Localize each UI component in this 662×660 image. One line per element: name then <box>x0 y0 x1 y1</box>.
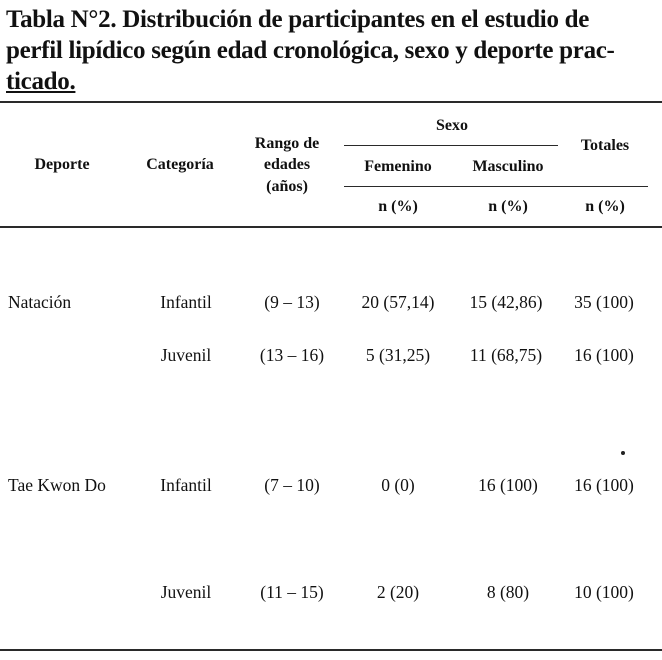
header-masculino: Masculino <box>472 158 544 175</box>
header-deporte: Deporte <box>34 156 90 173</box>
header-n-pct-masculino: n (%) <box>488 198 528 215</box>
header-n-pct-femenino: n (%) <box>378 198 418 215</box>
row-3-deporte: Tae Kwon Do <box>8 475 106 495</box>
row-2-masculino: 11 (68,75) <box>469 345 543 365</box>
header-bottom-rule <box>0 226 662 228</box>
row-3-totales: 16 (100) <box>574 475 634 495</box>
table-bottom-rule <box>0 649 662 651</box>
row-4-rango: (11 – 15) <box>260 582 324 602</box>
row-3-masculino: 16 (100) <box>478 475 538 495</box>
header-n-pct-totales: n (%) <box>585 198 625 215</box>
row-1-masculino: 15 (42,86) <box>469 292 543 312</box>
header-femenino: Femenino <box>364 158 432 175</box>
row-2-totales: 16 (100) <box>574 345 634 365</box>
row-4-categoria: Juvenil <box>160 582 212 602</box>
row-1-rango: (9 – 13) <box>264 292 320 312</box>
table-title-line-3: ticado. <box>6 68 76 95</box>
row-4-femenino: 2 (20) <box>376 582 420 602</box>
header-rango-line-1: Rango de <box>254 135 320 152</box>
header-totales: Totales <box>580 137 630 154</box>
sexo-rule <box>344 145 558 146</box>
print-speck-dot <box>621 451 625 455</box>
header-categoria: Categoría <box>146 156 214 173</box>
row-3-categoria: Infantil <box>160 475 212 495</box>
row-3-femenino: 0 (0) <box>381 475 415 495</box>
header-rango-line-2: edades <box>263 156 311 173</box>
row-4-totales: 10 (100) <box>574 582 634 602</box>
header-sexo: Sexo <box>436 117 468 134</box>
row-2-femenino: 5 (31,25) <box>365 345 431 365</box>
row-2-rango: (13 – 16) <box>259 345 325 365</box>
subheader-rule <box>344 186 648 187</box>
row-1-totales: 35 (100) <box>574 292 634 312</box>
row-2-categoria: Juvenil <box>160 345 212 365</box>
table-title-line-2: perfil lipídico según edad cronológica, sexo y deporte prac- <box>6 37 615 64</box>
row-4-masculino: 8 (80) <box>486 582 530 602</box>
header-rango-line-3: (años) <box>266 178 308 195</box>
table-title-line-1: Tabla N°2. Distribución de participantes en el estudio de <box>6 6 589 33</box>
row-3-rango: (7 – 10) <box>264 475 320 495</box>
header-top-rule <box>0 101 662 103</box>
row-1-categoria: Infantil <box>160 292 212 312</box>
row-1-femenino: 20 (57,14) <box>361 292 435 312</box>
table-title <box>6 4 656 97</box>
row-1-deporte: Natación <box>8 292 72 312</box>
